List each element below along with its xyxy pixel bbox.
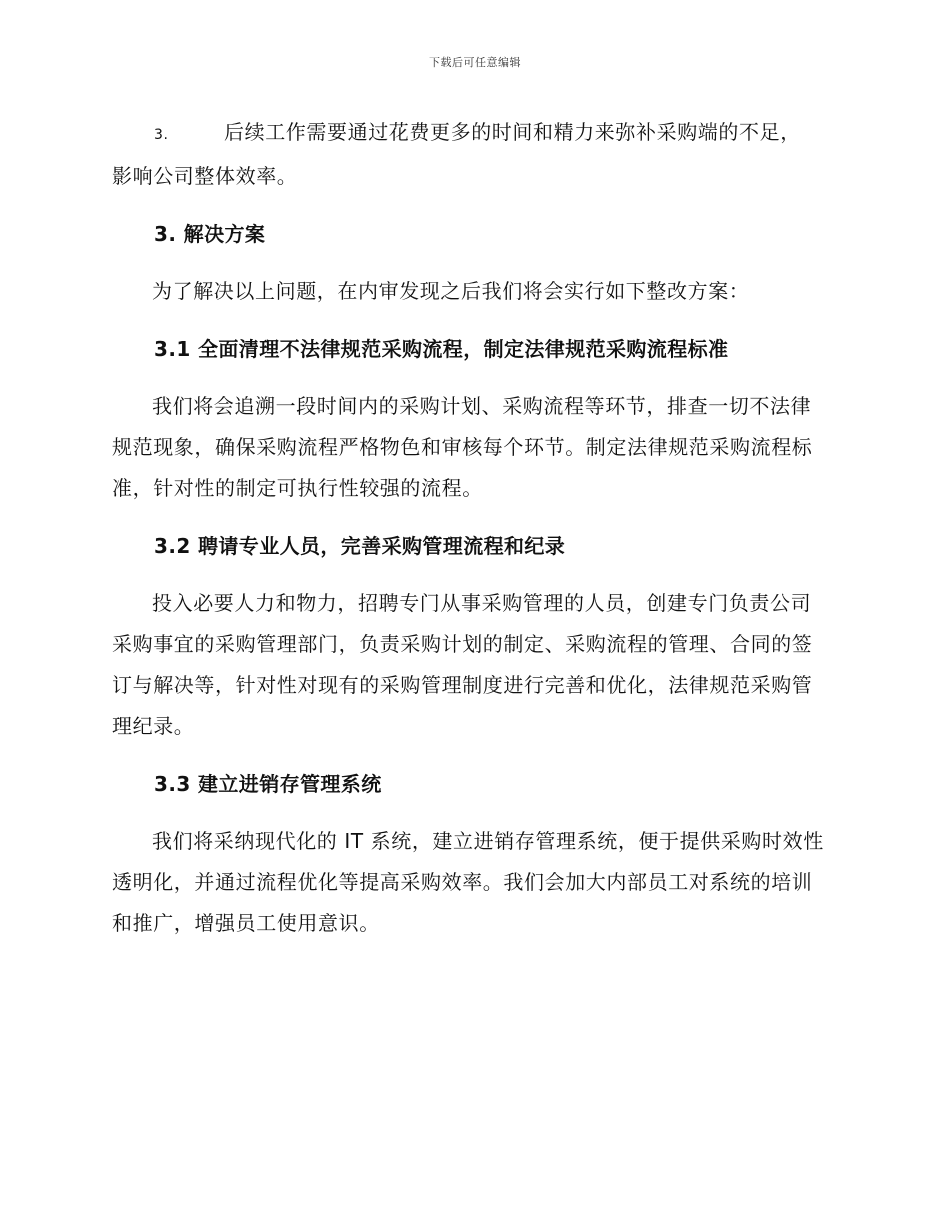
list-item-text-line2: 影响公司整体效率。 <box>112 164 298 188</box>
page-header: 下载后可任意编辑 <box>429 56 521 69</box>
section-3-heading: 3. 解决方案 <box>154 222 266 246</box>
section-3-2-body: 投入必要人力和物力，招聘专门从事采购管理的人员，创建专门负责公司采购事宜的采购管理部门，负责采购计划的制定、采购流程的管理、合同的签订与解决等，针对性对现有的采购管理制度进行完善和优化，法律规范采购管理纪录。 <box>112 591 813 738</box>
section-3-3-body: 我们将采纳现代化的 IT 系统，建立进销存管理系统，便于提供采购时效性透明化，并通过流程优化等提高采购效率。我们会加大内部员工对系统的培训和推广，增强员工使用意识。 <box>112 829 824 935</box>
list-item-3-continuation <box>112 156 830 197</box>
list-item-number: 3. <box>154 127 169 143</box>
list-item-3 <box>112 112 830 156</box>
section-3-1-body: 我们将会追溯一段时间内的采购计划、采购流程等环节，排查一切不法律规范现象，确保采购流程严格物色和审核每个环节。制定法律规范采购流程标准，针对性的制定可执行性较强的流程。 <box>112 394 813 500</box>
section-3-intro: 为了解决以上问题，在内审发现之后我们将会实行如下整改方案： <box>152 279 750 303</box>
list-item-text-line1: 后续工作需要通过花费更多的时间和精力来弥补采购端的不足， <box>224 120 801 144</box>
section-3-3-heading: 3.3 建立进销存管理系统 <box>154 772 382 796</box>
section-3-1-heading: 3.1 全面清理不法律规范采购流程，制定法律规范采购流程标准 <box>154 337 729 361</box>
section-3-2-heading: 3.2 聘请专业人员，完善采购管理流程和纪录 <box>154 534 566 558</box>
document-body <box>112 112 830 961</box>
